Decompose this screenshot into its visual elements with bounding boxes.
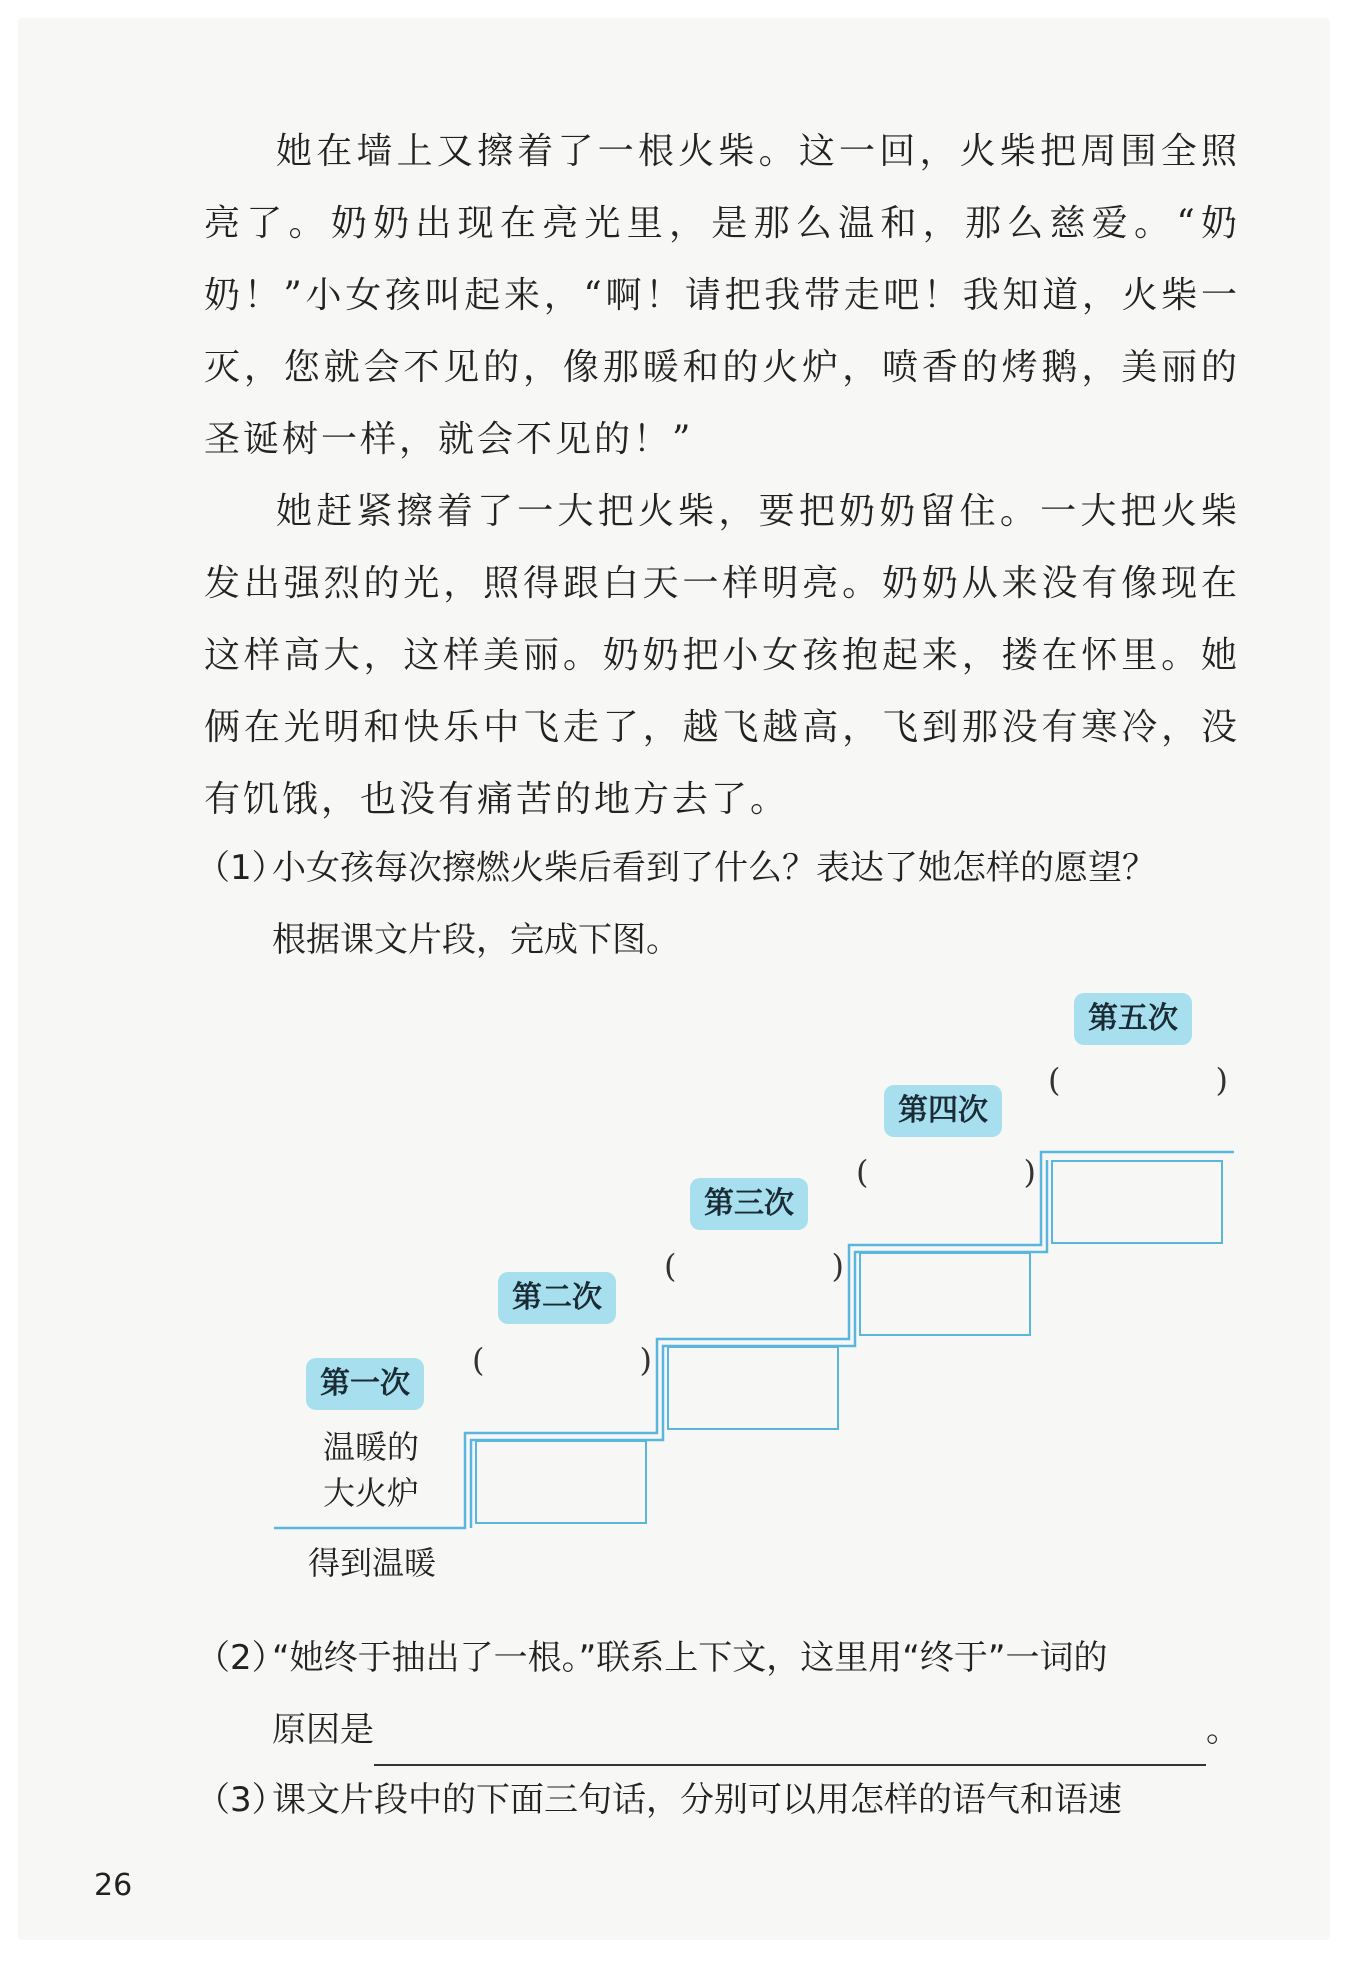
badge-third: 第三次 [690,1178,808,1230]
first-seen-line-1: 温暖的 [322,1428,419,1466]
question-3 [196,1764,1246,1836]
paren-open-5: ( [1048,1061,1061,1099]
answer-box-5[interactable] [1051,1160,1223,1244]
paren-open-3: ( [664,1247,677,1285]
page-number: 26 [94,1868,133,1903]
paren-open-4: ( [856,1153,869,1191]
badge-first: 第一次 [306,1358,424,1410]
first-seen-label [306,1424,436,1516]
paren-close-3: ) [831,1247,844,1285]
question-2-end: 。 [1206,1710,1240,1750]
answer-box-3[interactable] [667,1346,839,1430]
paren-close-4: ) [1023,1153,1036,1191]
question-2-number: （2） [196,1638,286,1678]
question-1-line-2: 根据课文片段，完成下图。 [272,920,680,960]
question-2-line-1: “她终于抽出了一根。”联系上下文，这里用“终于”一词的 [272,1638,1108,1678]
paren-open-2: ( [472,1341,485,1379]
question-1-line-1: 小女孩每次擦燃火柴后看到了什么？表达了她怎样的愿望？ [272,848,1156,888]
question-1-number: （1） [196,848,286,888]
answer-box-4[interactable] [859,1252,1031,1336]
question-3-number: （3） [196,1780,286,1820]
badge-fifth: 第五次 [1074,993,1192,1045]
answer-box-2[interactable] [475,1440,647,1524]
question-3-line-1: 课文片段中的下面三句话，分别可以用怎样的语气和语速 [272,1780,1122,1820]
paren-close-5: ) [1215,1061,1228,1099]
badge-second: 第二次 [498,1272,616,1324]
story-paragraph-2: 她赶紧擦着了一大把火柴，要把奶奶留住。一大把火柴发出强烈的光，照得跟白天一样明亮。奶奶从来没有像现在这样高大，这样美丽。奶奶把小女孩抱起来，搂在怀里。她俩在光明和快乐中飞走了，越飞越高，飞到那没有寒冷，没有饥饿，也没有痛苦的地方去了。 [204,491,1240,820]
badge-fourth: 第四次 [884,1085,1002,1137]
question-2-answer-blank[interactable] [374,1724,1206,1766]
first-wish-label: 得到温暖 [307,1544,436,1582]
first-seen-line-2: 大火炉 [322,1474,419,1512]
story-paragraph-1: 她在墙上又擦着了一根火柴。这一回，火柴把周围全照亮了。奶奶出现在亮光里，是那么温和，那么慈爱。“奶奶！”小女孩叫起来，“啊！请把我带走吧！我知道，火柴一灭，您就会不见的，像那暖和的火炉，喷香的烤鹅，美丽的圣诞树一样，就会不见的！” [204,131,1240,460]
question-2 [196,1622,1246,1766]
paren-close-2: ) [639,1341,652,1379]
question-2-line-2: 原因是 [272,1710,374,1750]
